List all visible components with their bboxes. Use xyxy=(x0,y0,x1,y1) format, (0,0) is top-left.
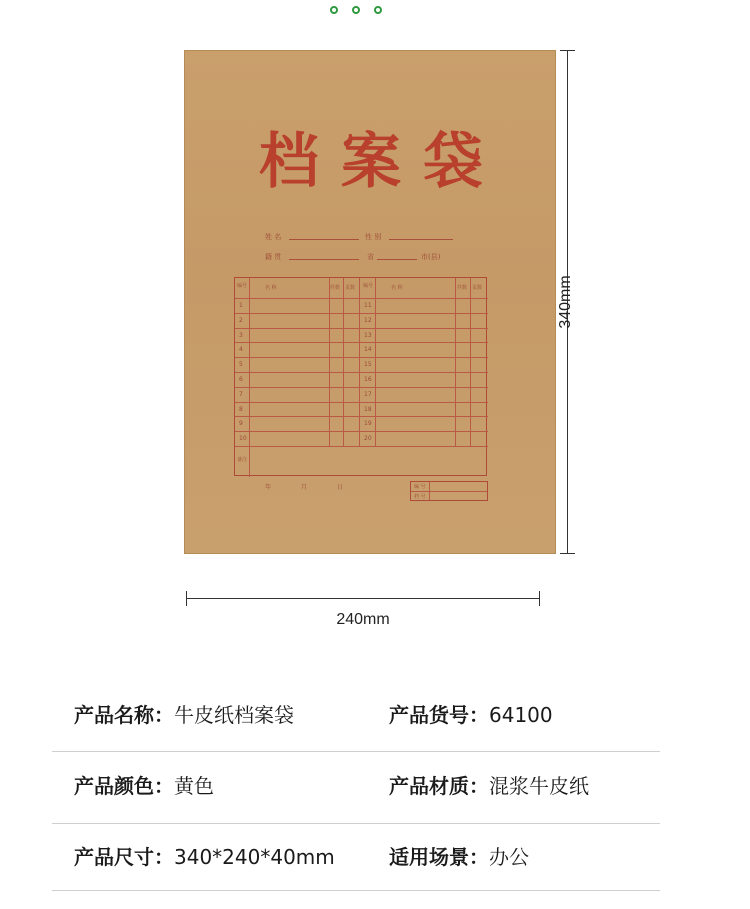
spec-value: 牛皮纸档案袋 xyxy=(174,703,294,727)
table-row-number: 4 xyxy=(239,346,243,354)
mini-box-label-2: 档 号 xyxy=(414,494,426,500)
table-header-pages: 页数 xyxy=(345,285,356,291)
field-name-label: 姓 名 xyxy=(265,233,282,241)
field-origin-line xyxy=(289,259,359,260)
table-row-number: 7 xyxy=(239,390,243,398)
table-header-name-right: 名 称 xyxy=(391,285,403,291)
table-row-number: 13 xyxy=(364,331,372,339)
table-row-number: 17 xyxy=(364,390,372,398)
table-rule xyxy=(343,278,344,446)
decorative-dots xyxy=(330,6,390,18)
table-row-number: 6 xyxy=(239,376,243,383)
table-row-number: 12 xyxy=(364,316,372,324)
width-dimension-cap-right xyxy=(539,591,540,606)
spec-label: 产品货号： xyxy=(389,703,489,727)
table-rule xyxy=(235,298,488,299)
table-row-number: 20 xyxy=(364,435,372,443)
mini-box-divider xyxy=(411,491,487,492)
table-row-number: 18 xyxy=(364,405,372,413)
table-rule xyxy=(235,431,488,432)
table-row-number: 8 xyxy=(239,405,243,413)
table-rule xyxy=(329,278,330,446)
envelope-image xyxy=(184,50,556,554)
table-rule xyxy=(249,278,250,477)
table-rule xyxy=(235,357,488,358)
field-province-label: 省 xyxy=(367,253,374,261)
field-city-label: 市(县) xyxy=(421,253,441,261)
table-rule xyxy=(359,278,360,446)
spec-label: 产品尺寸： xyxy=(74,845,174,869)
field-province-line xyxy=(377,259,417,260)
spec-row-2 xyxy=(52,772,660,844)
spec-use-scene xyxy=(389,843,529,871)
spec-product-name xyxy=(74,701,294,729)
table-row-number: 16 xyxy=(364,376,372,383)
table-rule xyxy=(470,278,471,446)
table-header-count: 件数 xyxy=(330,285,341,291)
spec-product-size xyxy=(74,843,335,871)
date-day-label: 日 xyxy=(336,484,343,491)
dot-icon xyxy=(330,6,338,14)
spec-label: 产品颜色： xyxy=(74,774,174,798)
table-row-number: 19 xyxy=(364,420,372,428)
table-header-pages-right: 页数 xyxy=(472,285,483,291)
table-row-number: 5 xyxy=(239,361,243,369)
table-rule xyxy=(235,342,488,343)
spec-product-color xyxy=(74,772,214,800)
width-dimension-label: 240mm xyxy=(336,611,390,628)
table-row-number: 10 xyxy=(239,435,247,443)
table-rule xyxy=(235,446,488,447)
table-row-number: 9 xyxy=(239,420,243,428)
archive-number-box xyxy=(410,481,488,501)
date-year-label: 年 xyxy=(265,484,272,491)
divider xyxy=(52,890,660,891)
height-dimension-label: 340mm xyxy=(557,275,574,329)
table-row-number: 15 xyxy=(364,361,372,369)
table-rule xyxy=(375,278,376,446)
table-remark-label: 备注 xyxy=(237,457,248,463)
divider xyxy=(52,751,660,752)
height-dimension-cap-top xyxy=(560,50,575,51)
record-table xyxy=(234,277,487,476)
table-row-number: 11 xyxy=(364,302,372,309)
dot-icon xyxy=(374,6,382,14)
table-rule xyxy=(235,387,488,388)
spec-row-1 xyxy=(52,701,660,773)
dot-icon xyxy=(352,6,360,14)
divider xyxy=(52,823,660,824)
spec-value: 混浆牛皮纸 xyxy=(489,774,589,798)
table-rule xyxy=(235,372,488,373)
spec-product-material xyxy=(389,772,589,800)
table-rule xyxy=(235,416,488,417)
spec-value: 64100 xyxy=(489,703,553,727)
spec-value: 办公 xyxy=(489,845,529,869)
table-row-number: 2 xyxy=(239,316,243,324)
table-header-no-right: 编号 xyxy=(363,283,374,289)
table-header-count-right: 件数 xyxy=(457,285,468,291)
field-gender-label: 性 别 xyxy=(365,233,382,241)
table-row-number: 14 xyxy=(364,346,372,354)
date-row xyxy=(265,482,371,491)
spec-row-3 xyxy=(52,843,660,909)
spec-value: 340*240*40mm xyxy=(174,845,335,869)
spec-value: 黄色 xyxy=(174,774,214,798)
date-month-label: 月 xyxy=(300,484,307,491)
spec-label: 适用场景： xyxy=(389,845,489,869)
spec-label: 产品材质： xyxy=(389,774,489,798)
table-rule xyxy=(235,328,488,329)
field-gender-line xyxy=(389,239,453,240)
mini-box-label-1: 编 号 xyxy=(414,484,426,490)
table-rule xyxy=(235,313,488,314)
spec-label: 产品名称： xyxy=(74,703,174,727)
table-header-no: 编号 xyxy=(237,283,248,289)
width-dimension-cap-left xyxy=(186,591,187,606)
envelope-title: 档案袋 xyxy=(259,127,505,197)
field-name-line xyxy=(289,239,359,240)
table-header-name: 名 称 xyxy=(265,285,277,291)
table-row-number: 3 xyxy=(239,331,243,339)
table-rule xyxy=(455,278,456,446)
mini-box-divider-v xyxy=(429,482,430,500)
height-dimension-cap-bottom xyxy=(560,553,575,554)
field-origin-label: 籍 贯 xyxy=(265,253,282,261)
table-rule xyxy=(235,402,488,403)
width-dimension-line xyxy=(186,598,540,599)
spec-product-code xyxy=(389,701,553,729)
table-row-number: 1 xyxy=(239,302,243,309)
